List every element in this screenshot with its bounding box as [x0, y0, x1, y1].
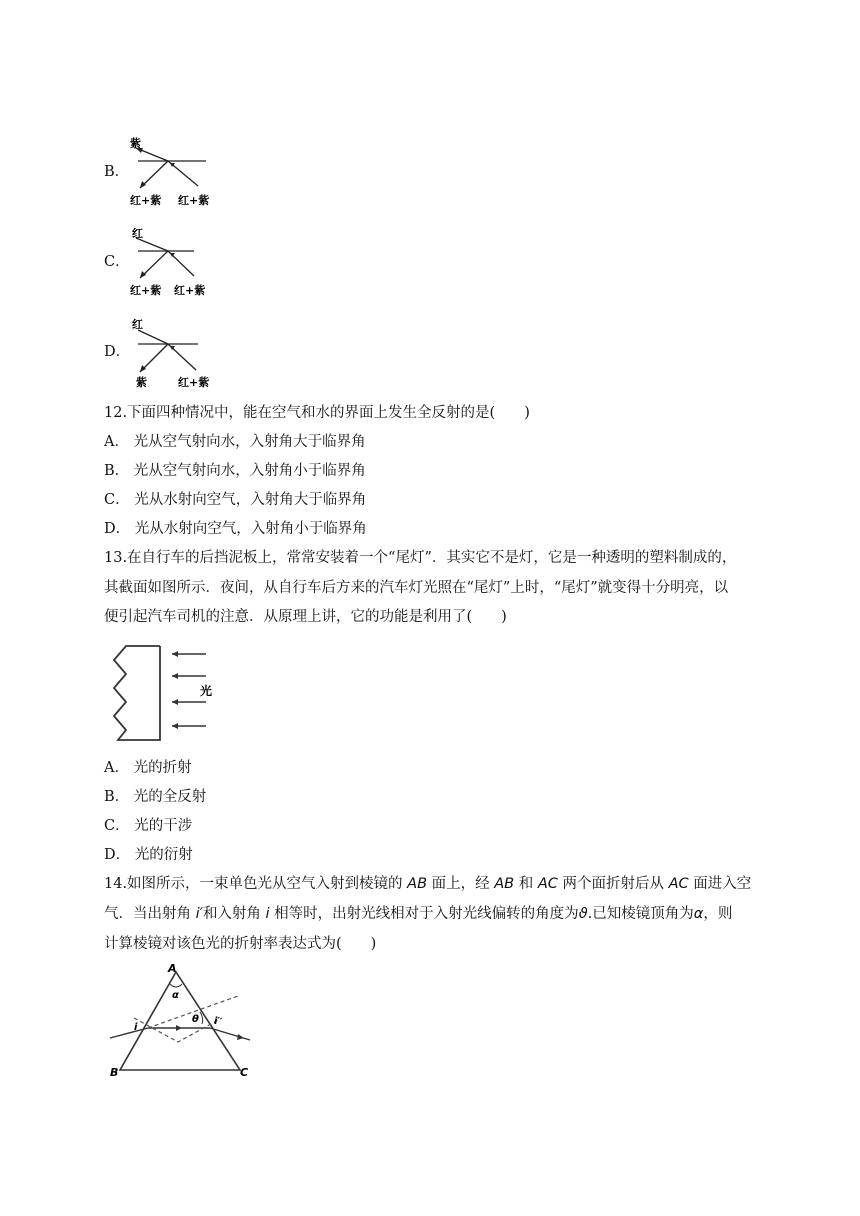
tail-light-diagram — [108, 640, 228, 750]
question-14-stem-line-1: 14.如图所示，一束单色光从空气入射到棱镜的 AB 面上，经 AB 和 AC 两个面折射后从 AC 面进入空 — [104, 876, 752, 892]
option-d-label: D． — [104, 344, 131, 360]
question-13-option-d: D． 光的衍射 — [104, 847, 193, 863]
question-12-option-d: D． 光从水射向空气，入射角小于临界角 — [104, 521, 367, 537]
option-c-top-label: 红 — [132, 227, 143, 240]
option-c-diagram — [128, 226, 218, 301]
option-b-top-label: 紫 — [130, 137, 141, 150]
question-12-stem: 12.下面四种情况中，能在空气和水的界面上发生全反射的是( ) — [104, 405, 530, 421]
incidence-angle-label: i — [134, 1022, 138, 1033]
question-13-stem-line-3: 便引起汽车司机的注意．从原理上讲，它的功能是利用了( ) — [104, 609, 507, 625]
option-b-left-label: 红+紫 — [130, 194, 162, 207]
emergence-angle-label: i′ — [214, 1016, 221, 1027]
vertex-b-label: B — [110, 1066, 119, 1079]
question-14-stem-line-3: 计算棱镜对该色光的折射率表达式为( ) — [104, 936, 377, 952]
question-13-option-a: A． 光的折射 — [104, 760, 192, 776]
option-d-right-label: 红+紫 — [178, 376, 210, 389]
deviation-angle-label: θ — [192, 1014, 199, 1025]
option-c-left-label: 红+紫 — [130, 284, 162, 297]
option-d-left-label: 紫 — [136, 376, 147, 389]
prism-diagram — [104, 962, 254, 1082]
question-12-option-a: A． 光从空气射向水，入射角大于临界角 — [104, 434, 366, 450]
option-b-right-label: 红+紫 — [178, 194, 210, 207]
option-c-right-label: 红+紫 — [174, 284, 206, 297]
light-label: 光 — [200, 684, 213, 698]
question-13-option-c: C． 光的干涉 — [104, 818, 193, 834]
option-d-diagram — [128, 316, 218, 391]
option-b-label: B． — [104, 164, 130, 180]
option-c-label: C． — [104, 254, 130, 270]
question-13-stem-line-1: 13.在自行车的后挡泥板上，常常安装着一个“尾灯”．其实它不是灯，它是一种透明的塑料制成的， — [104, 550, 737, 566]
vertex-c-label: C — [240, 1066, 249, 1079]
question-12-option-c: C． 光从水射向空气，入射角大于临界角 — [104, 492, 367, 508]
question-13-stem-line-2: 其截面如图所示．夜间，从自行车后方来的汽车灯光照在“尾灯”上时，“尾灯”就变得十分明亮，以 — [104, 580, 729, 596]
vertex-a-label: A — [168, 962, 177, 975]
question-14-stem-line-2: 气．当出射角 i′和入射角 i 相等时，出射光线相对于入射光线偏转的角度为ϑ.已知棱镜顶角为α，则 — [104, 906, 733, 922]
option-d-top-label: 红 — [132, 318, 143, 331]
apex-angle-label: α — [172, 990, 179, 1001]
question-12-option-b: B． 光从空气射向水，入射角小于临界角 — [104, 463, 366, 479]
option-b-diagram — [128, 136, 218, 211]
question-13-option-b: B． 光的全反射 — [104, 789, 207, 805]
